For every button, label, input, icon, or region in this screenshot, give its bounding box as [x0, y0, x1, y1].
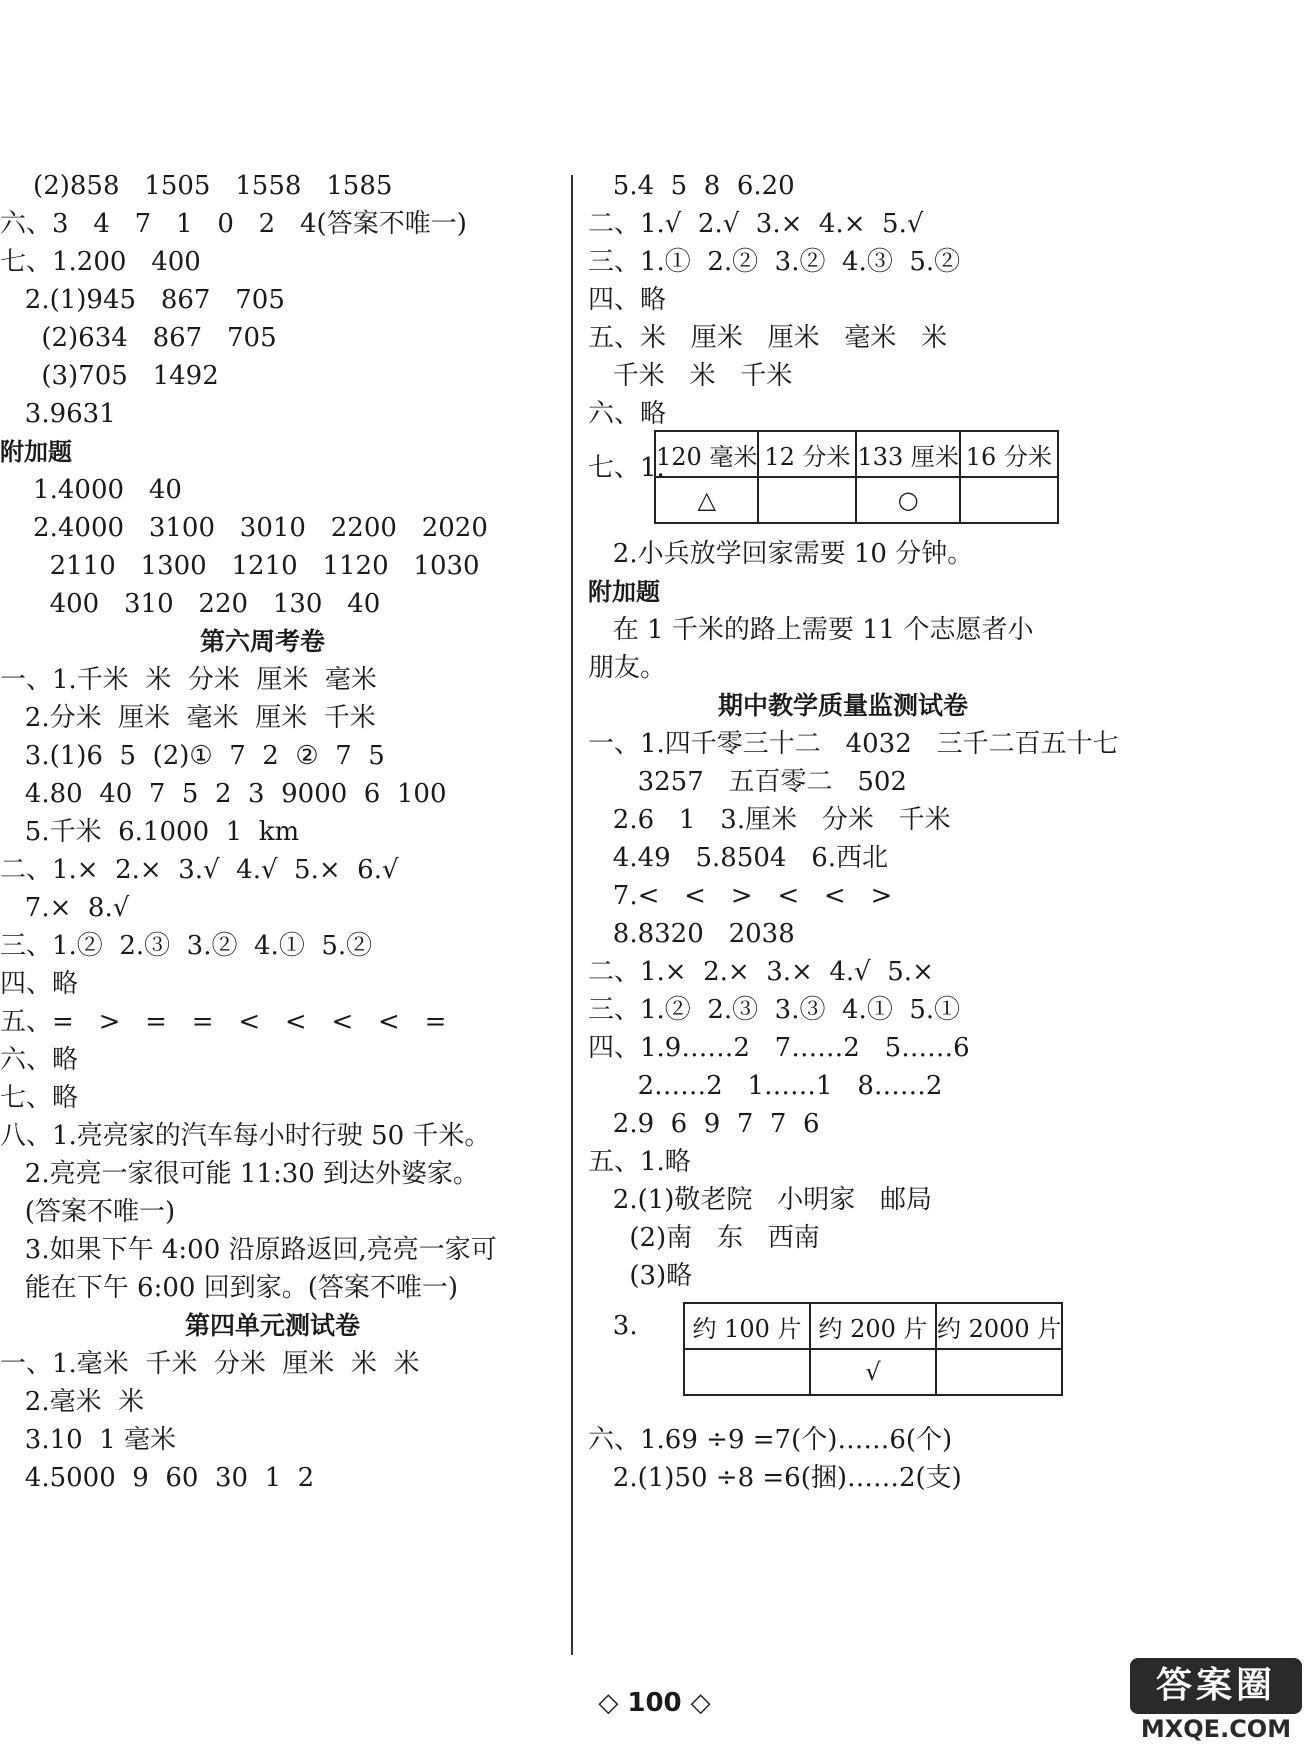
answer-table — [654, 430, 1059, 524]
answer-line: 2……2 1……1 8……2 — [588, 1071, 943, 1101]
answer-line: 2.4000 3100 3010 2200 2020 — [0, 513, 488, 543]
answer-line: (2)南 东 西南 — [588, 1223, 820, 1253]
answer-line: 二、1.√ 2.√ 3.× 4.× 5.√ — [588, 209, 924, 239]
answer-line: 7.< < > < < > — [588, 881, 893, 911]
answer-line: 二、1.× 2.× 3.× 4.√ 5.× — [588, 957, 934, 987]
table-header-cell: 16 分米 — [960, 431, 1058, 477]
table-header-cell: 12 分米 — [758, 431, 856, 477]
answer-line: 三、1.① 2.② 3.② 4.③ 5.② — [588, 247, 961, 277]
answer-line: (2)634 867 705 — [0, 323, 277, 353]
answer-line: 2.6 1 3.厘米 分米 千米 — [588, 805, 951, 835]
answer-line: 五、1.略 — [588, 1147, 691, 1177]
answer-line: 2.小兵放学回家需要 10 分钟。 — [588, 539, 974, 569]
table-mark-cell — [960, 477, 1058, 523]
answer-line: 2110 1300 1210 1120 1030 — [0, 551, 480, 581]
table-mark-cell: ○ — [856, 477, 959, 523]
answer-line: 能在下午 6:00 回到家。(答案不唯一) — [0, 1273, 458, 1303]
answer-line: 3.(1)6 5 (2)① 7 2 ② 7 5 — [0, 741, 385, 771]
table-header-cell: 约 100 片 — [684, 1303, 810, 1349]
answer-line: 八、1.亮亮家的汽车每小时行驶 50 千米。 — [0, 1121, 491, 1151]
answer-line: 一、1.千米 米 分米 厘米 毫米 — [0, 665, 377, 695]
answer-line: 五、= > = = < < < < = — [0, 1007, 447, 1037]
answer-line: 六、1.69 ÷9 =7(个)……6(个) — [588, 1425, 953, 1455]
answer-line: 七、略 — [0, 1083, 79, 1113]
answer-line: 六、略 — [0, 1045, 79, 1075]
answer-line: 千米 米 千米 — [588, 361, 793, 391]
answer-line: 4.80 40 7 5 2 3 9000 6 100 — [0, 779, 447, 809]
answer-line: 朋友。 — [588, 653, 667, 683]
answer-line: 2.分米 厘米 毫米 厘米 千米 — [0, 703, 376, 733]
section-heading: 第六周考卷 — [200, 627, 326, 656]
table-mark-cell: √ — [810, 1349, 936, 1395]
answer-line: 2.9 6 9 7 7 6 — [588, 1109, 820, 1139]
answer-line: 8.8320 2038 — [588, 919, 795, 949]
answer-line: (3)705 1492 — [0, 361, 219, 391]
page-number: ◇ 100 ◇ — [598, 1688, 711, 1718]
answer-line: 400 310 220 130 40 — [0, 589, 381, 619]
answer-line: 2.亮亮一家很可能 11:30 到达外婆家。 — [0, 1159, 480, 1189]
answer-line: 三、1.② 2.③ 3.② 4.① 5.② — [0, 931, 373, 961]
answer-table — [683, 1302, 1063, 1396]
answer-line: 3.9631 — [0, 399, 116, 429]
answer-line: 2.(1)50 ÷8 =6(捆)……2(支) — [588, 1463, 962, 1493]
answer-line: 三、1.② 2.③ 3.③ 4.① 5.① — [588, 995, 961, 1025]
table-mark-cell — [758, 477, 856, 523]
watermark-logo — [1130, 1658, 1302, 1744]
answer-line: 1.4000 40 — [0, 475, 182, 505]
column-divider — [571, 175, 573, 1655]
answer-line: 七、1.200 400 — [0, 247, 201, 277]
answer-line: 五、米 厘米 厘米 毫米 米 — [588, 323, 948, 353]
table-mark-cell — [684, 1349, 810, 1395]
answer-line: 4.5000 9 60 30 1 2 — [0, 1463, 315, 1493]
answer-line: (2)858 1505 1558 1585 — [0, 171, 393, 201]
fujia-label: 附加题 — [0, 438, 72, 466]
answer-line: (3)略 — [588, 1261, 693, 1291]
answer-line: 7.× 8.√ — [0, 893, 130, 923]
table-header-cell: 120 毫米 — [655, 431, 758, 477]
answer-line: 3257 五百零二 502 — [588, 767, 907, 797]
answer-line: 5.千米 6.1000 1 km — [0, 817, 300, 847]
answer-line: 一、1.毫米 千米 分米 厘米 米 米 — [0, 1349, 420, 1379]
answer-line: 5.4 5 8 6.20 — [588, 171, 795, 201]
section-heading: 期中教学质量监测试卷 — [718, 691, 969, 720]
answer-line: 3.如果下午 4:00 沿原路返回,亮亮一家可 — [0, 1235, 497, 1265]
answer-line: 在 1 千米的路上需要 11 个志愿者小 — [588, 615, 1034, 645]
answer-line: 3.10 1 毫米 — [0, 1425, 177, 1455]
section-heading: 第四单元测试卷 — [185, 1311, 361, 1340]
answer-line: 2.(1)945 867 705 — [0, 285, 285, 315]
fujia-label: 附加题 — [588, 578, 660, 606]
answer-line: 2.毫米 米 — [0, 1387, 145, 1417]
question-label: 3. — [588, 1311, 638, 1341]
answer-line: 四、略 — [588, 285, 667, 315]
answer-line: 4.49 5.8504 6.西北 — [588, 843, 889, 873]
question-label: 七、1. — [588, 453, 665, 483]
answer-line: 六、略 — [588, 399, 667, 429]
answer-line: 2.(1)敬老院 小明家 邮局 — [588, 1185, 933, 1215]
answer-line: 二、1.× 2.× 3.√ 4.√ 5.× 6.√ — [0, 855, 399, 885]
table-header-cell: 133 厘米 — [856, 431, 959, 477]
answer-line: 一、1.四千零三十二 4032 三千二百五十七 — [588, 729, 1119, 759]
answer-line: (答案不唯一) — [0, 1197, 176, 1227]
table-header-cell: 约 200 片 — [810, 1303, 936, 1349]
answer-line: 四、略 — [0, 969, 79, 999]
table-header-cell: 约 2000 片 — [936, 1303, 1062, 1349]
answer-line: 六、3 4 7 1 0 2 4(答案不唯一) — [0, 209, 467, 239]
answer-line: 四、1.9……2 7……2 5……6 — [588, 1033, 970, 1063]
table-mark-cell — [936, 1349, 1062, 1395]
watermark-logo-text: 答案圈 — [1130, 1658, 1302, 1714]
watermark-url: MXQE.COM — [1140, 1715, 1292, 1743]
table-mark-cell: △ — [655, 477, 758, 523]
